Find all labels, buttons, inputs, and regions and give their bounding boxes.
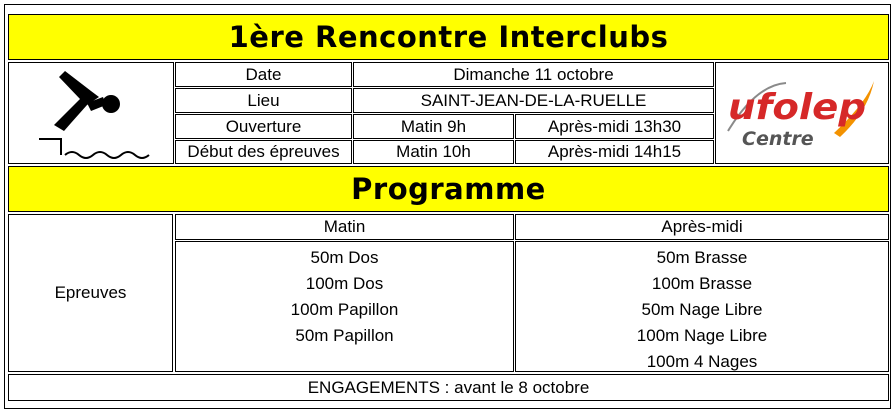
start-afternoon: Après-midi 14h15 xyxy=(515,140,714,164)
morning-events xyxy=(175,241,514,372)
list-item: 100m Dos xyxy=(305,274,384,293)
list-item: 100m Brasse xyxy=(651,274,753,293)
afternoon-header: Après-midi xyxy=(515,214,889,240)
start-morning: Matin 10h xyxy=(353,140,514,164)
swimmer-icon-cell xyxy=(8,62,174,164)
list-item: 50m Brasse xyxy=(656,248,748,267)
events-row-label: Epreuves xyxy=(8,214,173,372)
swimmer-icon xyxy=(9,63,173,163)
list-item: 50m Papillon xyxy=(295,326,394,345)
start-label: Début des épreuves xyxy=(175,140,352,164)
morning-header: Matin xyxy=(175,214,514,240)
logo-subtext: Centre xyxy=(742,128,814,150)
place-value: SAINT-JEAN-DE-LA-RUELLE xyxy=(353,88,714,113)
ufolep-logo xyxy=(716,63,888,163)
engagements-note: ENGAGEMENTS : avant le 8 octobre xyxy=(8,374,889,401)
page-title: 1ère Rencontre Interclubs xyxy=(8,14,889,60)
logo-cell xyxy=(715,62,889,164)
date-value: Dimanche 11 octobre xyxy=(353,62,714,87)
list-item: 100m Nage Libre xyxy=(636,326,768,345)
opening-morning: Matin 9h xyxy=(353,114,514,139)
opening-label: Ouverture xyxy=(175,114,352,139)
list-item: 100m 4 Nages xyxy=(646,352,758,371)
opening-afternoon: Après-midi 13h30 xyxy=(515,114,714,139)
list-item: 100m Papillon xyxy=(290,300,399,319)
list-item: 50m Nage Libre xyxy=(641,300,763,319)
list-item: 50m Dos xyxy=(310,248,379,267)
place-label: Lieu xyxy=(175,88,352,113)
afternoon-events xyxy=(515,241,889,372)
date-label: Date xyxy=(175,62,352,87)
logo-text: ufolep xyxy=(728,87,866,128)
programme-title: Programme xyxy=(8,166,889,212)
